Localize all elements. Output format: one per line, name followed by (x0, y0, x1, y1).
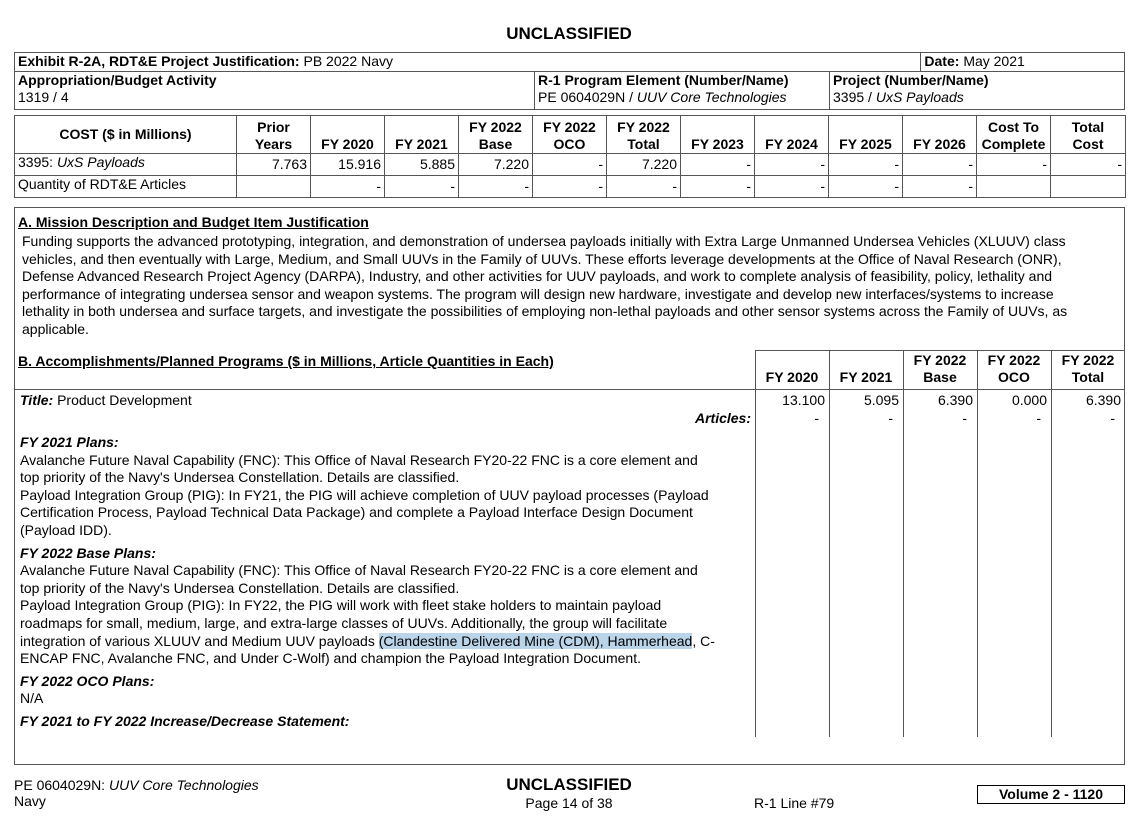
section-a-line: applicable. (22, 320, 89, 337)
fy22-last-line: ENCAP FNC, Avalanche FNC, and Under C-Wolf) and champion the Payload Integration Document. (20, 650, 641, 667)
r1-label: R-1 Program Element (Number/Name) (538, 72, 789, 88)
cost-col-header (977, 116, 1051, 154)
fy22-line: roadmaps for small, medium, large, and extra-large classes of UUVs. Additionally, the group will facilitate (20, 614, 668, 631)
col-header-line2: FY 2021 (395, 136, 448, 152)
fy21-line: Avalanche Future Naval Capability (FNC): This Office of Naval Research FY20-22 FNC is a core element and (20, 451, 698, 468)
exhibit-label: Exhibit R-2A (18, 53, 102, 69)
col-header-line1: FY 2022 (469, 119, 522, 135)
b-col-line2: Total (1071, 369, 1105, 385)
fy21-line: Payload Integration Group (PIG): In FY21, the PIG will achieve completion of UUV payload processes (Payload (20, 486, 709, 503)
b-col-header (755, 352, 829, 385)
cost-cell: 5.885 (385, 154, 459, 176)
cost-cell: 15.916 (311, 154, 385, 176)
project-sep: / (864, 89, 876, 105)
r1-sep: / (625, 89, 637, 105)
cost-cell: - (681, 176, 755, 198)
cost-col-header (607, 116, 681, 154)
fy22-line: Payload Integration Group (PIG): In FY22, the PIG will work with fleet stake holders to maintain payload (20, 597, 662, 614)
b-article-qty: - (1110, 410, 1115, 426)
approp-cell (15, 72, 535, 110)
b-col-header (829, 352, 903, 385)
cost-cell: - (903, 176, 977, 198)
footer-pe-name: UUV Core Technologies (108, 777, 259, 793)
b-col-line1: FY 2022 (987, 352, 1041, 368)
col-header-line1: FY 2022 (543, 119, 596, 135)
exhibit-title: , RDT&E Project Justification: (101, 53, 304, 69)
col-header-line2: FY 2020 (321, 136, 374, 152)
b-article-qty: - (888, 410, 893, 426)
r1-pe: PE 0604029N (538, 89, 626, 105)
cost-cell: - (681, 154, 755, 176)
col-header-line2: Base (478, 136, 513, 152)
inc-heading: FY 2021 to FY 2022 Increase/Decrease Statement: (20, 712, 350, 729)
cost-cell: - (977, 154, 1051, 176)
section-a-line: performance of integrating undersea sensor and weapon systems. The program will design new hardware, investigate and develop new interfaces/systems to increase (22, 285, 1054, 302)
b-col-header (903, 352, 977, 385)
section-a-heading: A. Mission Description and Budget Item Justification (18, 214, 369, 230)
plans-text (20, 434, 752, 731)
col-header-line1: Cost To (987, 119, 1040, 135)
cost-cell: 7.763 (237, 154, 311, 176)
fy22-body (20, 562, 752, 632)
r1-cell (535, 72, 830, 110)
bottom-classification: UNCLASSIFIED (506, 775, 632, 794)
cost-col-header (903, 116, 977, 154)
col-header-line1: FY 2022 (617, 119, 670, 135)
cost-cell: - (755, 176, 829, 198)
b-value: 0.000 (1011, 392, 1047, 408)
date-cell (921, 53, 1125, 72)
date-label: Date: (924, 53, 964, 69)
articles-label: Articles: (694, 410, 751, 426)
col-header-line2: FY 2023 (691, 136, 744, 152)
b-col-header (1051, 352, 1125, 385)
cost-cell: - (533, 154, 607, 176)
b-article-qty: - (814, 410, 819, 426)
cost-col-header (385, 116, 459, 154)
approp-value: 1319 / 4 (18, 89, 69, 105)
project-label: Project (Number/Name) (833, 72, 989, 88)
col-header-line1: Prior (257, 119, 290, 135)
col-header-line2: Total (627, 136, 660, 152)
cost-cell (1051, 176, 1126, 198)
col-header-line1: Total (1071, 119, 1105, 135)
cost-cell (977, 176, 1051, 198)
section-a-line: lethality in both undersea and surface targets, and investigate the possibilities of employing non-lethal payloads and other sensor systems across the Family of UUVs, as (22, 303, 1068, 320)
cost-cell: - (903, 154, 977, 176)
b-value: 6.390 (1085, 392, 1121, 408)
section-a-line: Funding supports the advanced prototyping, integration, and demonstration of undersea payloads initially with Extra Large Unmanned Undersea Vehicles (XLUUV) class (22, 233, 1066, 249)
col-header-line2: FY 2025 (839, 136, 892, 152)
b-col-line2: OCO (998, 369, 1030, 385)
b-article-qty: - (962, 410, 967, 426)
fy22-hl-line (20, 633, 752, 651)
cost-col-header (311, 116, 385, 154)
col-header-line2: Complete (981, 136, 1046, 152)
b-title-label: Title: (20, 392, 54, 408)
cost-cell: - (385, 176, 459, 198)
col-header-line2: Cost (1072, 136, 1104, 152)
cost-title: COST ($ in Millions) (15, 116, 237, 154)
col-header-line2: FY 2024 (765, 136, 818, 152)
project-num: 3395 (833, 89, 865, 105)
date-value: May 2021 (963, 53, 1025, 69)
approp-label: Appropriation/Budget Activity (18, 72, 217, 88)
cost-col-header (237, 116, 311, 154)
footer-service: Navy (14, 793, 46, 809)
cost-cell (237, 176, 311, 198)
cost-cell: 7.220 (459, 154, 533, 176)
fy22-hl-pre: integration of various XLUUV and Medium UUV payloads (20, 632, 379, 649)
b-title (20, 392, 192, 408)
cost-col-header (533, 116, 607, 154)
oco-value: N/A (20, 690, 44, 707)
col-header-line2: FY 2026 (913, 136, 966, 152)
b-col-line1: FY 2022 (913, 352, 967, 368)
cost-col-header (459, 116, 533, 154)
cost-cell: - (311, 176, 385, 198)
r1-name: UUV Core Technologies (636, 89, 787, 105)
b-value: 5.095 (863, 392, 899, 408)
b-col-line1 (829, 352, 903, 369)
b-col-line2: FY 2021 (839, 369, 893, 385)
footer-pe: PE 0604029N: (14, 777, 109, 793)
b-col-line2: Base (923, 369, 957, 385)
row1-num: 3395: (18, 154, 57, 170)
r1-line: R-1 Line #79 (754, 795, 835, 811)
cost-row2-label: Quantity of RDT&E Articles (15, 176, 237, 198)
cost-cell: - (459, 176, 533, 198)
b-col-line2: FY 2020 (765, 369, 819, 385)
project-name: UxS Payloads (875, 89, 964, 105)
b-col-line1: FY 2022 (1061, 352, 1115, 368)
fy22-heading: FY 2022 Base Plans: (20, 544, 156, 561)
col-header-line2: Years (254, 136, 293, 152)
b-col-line1 (755, 352, 829, 369)
b-value: 13.100 (782, 392, 825, 408)
fy21-line: top priority of the Navy's Undersea Constellation. Details are classified. (20, 469, 460, 486)
exhibit-cell (15, 53, 921, 72)
fy22-line: Avalanche Future Naval Capability (FNC): This Office of Naval Research FY20-22 FNC is a core element and (20, 562, 698, 579)
section-a-body (22, 233, 1122, 339)
cost-row1-label (15, 154, 237, 176)
b-columns (755, 350, 1124, 737)
fy22-line: top priority of the Navy's Undersea Constellation. Details are classified. (20, 579, 460, 596)
cost-col-header (681, 116, 755, 154)
top-classification: UNCLASSIFIED (506, 24, 632, 43)
cost-cell: - (1051, 154, 1126, 176)
cost-cell: 7.220 (607, 154, 681, 176)
cost-col-header (1051, 116, 1126, 154)
exhibit-pb: PB 2022 Navy (303, 53, 393, 69)
fy21-body (20, 452, 752, 540)
fy22-hl-post: , C- (692, 632, 715, 649)
fy21-line: (Payload IDD). (20, 521, 112, 538)
b-title-value: Product Development (53, 392, 192, 408)
fy21-heading: FY 2021 Plans: (20, 434, 119, 450)
cost-cell: - (829, 154, 903, 176)
oco-heading: FY 2022 OCO Plans: (20, 672, 155, 689)
volume-box: Volume 2 - 1120 (977, 785, 1125, 804)
main-section (14, 207, 1125, 765)
cost-cell: - (829, 176, 903, 198)
cost-cell: - (755, 154, 829, 176)
b-article-qty: - (1036, 410, 1041, 426)
cost-col-header (755, 116, 829, 154)
b-value: 6.390 (937, 392, 973, 408)
header-table (14, 52, 1125, 110)
cost-cell: - (533, 176, 607, 198)
highlighted-text[interactable]: (Clandestine Delivered Mine (CDM), Hammerhead (378, 632, 693, 649)
b-col-header (977, 352, 1051, 385)
cost-table (14, 115, 1126, 198)
project-cell (830, 72, 1125, 110)
fy21-line: Certification Process, Payload Technical Data Package) and complete a Payload Interface Design Document (20, 504, 693, 521)
cost-cell: - (607, 176, 681, 198)
section-a-line: Defense Advanced Research Project Agency (DARPA), Industry, and other activities for UUV payloads, and work to complete analysis of feasibility, policy, lethality and (22, 268, 1053, 285)
section-b-heading: B. Accomplishments/Planned Programs ($ in Millions, Article Quantities in Each) (18, 353, 554, 369)
section-a-line: vehicles, and then eventually with Large, Medium, and Small UUVs in the Family of UUVs. These efforts leverage developments at the Office of Naval Research (ONR), (22, 250, 1062, 267)
cost-col-header (829, 116, 903, 154)
page-number: Page 14 of 38 (525, 795, 613, 811)
row1-name: UxS Payloads (56, 154, 145, 170)
col-header-line2: OCO (553, 136, 586, 152)
